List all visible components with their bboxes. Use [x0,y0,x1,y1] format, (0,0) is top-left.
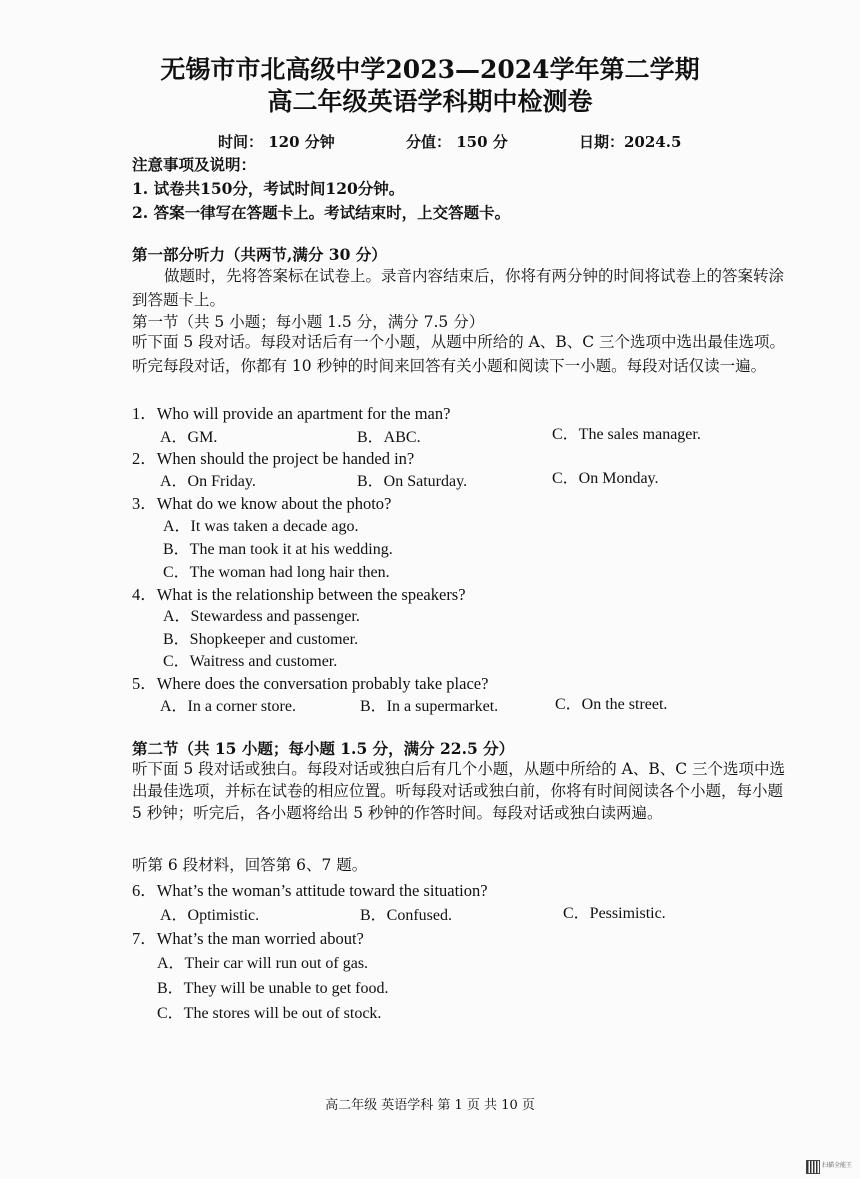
q7-option-a: A．Their car will run out of gas. [157,955,369,972]
q2-option-c: C．On Monday. [552,470,659,487]
q7-option-b: B．They will be unable to get food. [157,980,389,997]
section2-instruction: 听下面 5 段对话或独白。每段对话或独白后有几个小题，从题中所给的 A、B、C 三个选项中选出最佳选项，并标在试卷的相应位置。听每段对话或独白前，你将有时间阅读各个小题，每小题 5 秒钟；听完后，各小题将给出 5 秒钟的作答时间。每段对话或独白读两遍。 [132,760,786,822]
question-6: 6．What’s the woman’s attitude toward the situation? [132,881,488,900]
q6-option-a: A．Optimistic. [160,907,260,924]
exam-score: 分值： 150 分 [406,133,508,151]
exam-title-line1: 无锡市市北高级中学2023—2024学年第二学期 [160,55,700,84]
section1-heading: 第一节（共 5 小题；每小题 1.5 分，满分 7.5 分） [132,313,485,331]
q5-option-a: A．In a corner store. [160,698,296,715]
q4-option-a: A．Stewardess and passenger. [163,608,360,625]
q3-option-c: C．The woman had long hair then. [163,564,390,581]
page-footer: 高二年级 英语学科 第 1 页 共 10 页 [325,1098,535,1113]
q7-option-c: C．The stores will be out of stock. [157,1005,382,1022]
q3-option-a: A．It was taken a decade ago. [163,518,359,535]
notice [132,153,792,225]
section1-instruction: 听下面 5 段对话。每段对话后有一个小题，从题中所给的 A、B、C 三个选项中选出最佳选项。听完每段对话，你都有 10 秒钟的时间来回答有关小题和阅读下一小题。每段对话仅读一遍。 [132,333,786,375]
question-7: 7．What’s the man worried about? [132,929,364,948]
question-3: 3．What do we know about the photo? [132,494,392,513]
question-5: 5．Where does the conversation probably take place? [132,674,489,693]
qr-code-icon [806,1160,820,1174]
material-intro: 听第 6 段材料，回答第 6、7 题。 [132,856,368,874]
q1-option-b: B．ABC. [357,429,421,446]
q5-option-b: B．In a supermarket. [360,698,499,715]
part1-heading: 第一部分听力（共两节,满分 30 分） [132,245,387,264]
question-2: 2．When should the project be handed in? [132,449,415,468]
q1-option-a: A．GM. [160,429,218,446]
part1-instruction: 做题时，先将答案标在试卷上。录音内容结束后，你将有两分钟的时间将试卷上的答案转涂到答题卡上。 [132,267,785,309]
exam-meta [218,131,681,152]
question-4: 4．What is the relationship between the speakers? [132,585,466,604]
scanner-watermark: 扫描全能王 [822,1162,853,1169]
q4-option-c: C．Waitress and customer. [163,653,338,670]
notice-item-1: 1. 试卷共150分，考试时间120分钟。 [132,179,405,198]
q6-option-c: C．Pessimistic. [563,905,666,922]
exam-title-line2: 高二年级英语学科期中检测卷 [267,87,593,116]
notice-item-2: 2. 答案一律写在答题卡上。考试结束时，上交答题卡。 [132,203,511,222]
section2-heading: 第二节（共 15 小题；每小题 1.5 分，满分 22.5 分） [132,739,515,758]
exam-date: 日期：2024.5 [579,133,682,151]
q5-option-c: C．On the street. [555,696,668,713]
q4-option-b: B．Shopkeeper and customer. [163,631,359,648]
q3-option-b: B．The man took it at his wedding. [163,541,393,558]
question-1: 1．Who will provide an apartment for the man? [132,404,451,423]
notice-heading: 注意事项及说明： [132,155,257,174]
q1-option-c: C．The sales manager. [552,426,701,443]
q2-option-a: A．On Friday. [160,473,256,490]
exam-time: 时间： 120 分钟 [218,133,335,151]
q6-option-b: B．Confused. [360,907,453,924]
q2-option-b: B．On Saturday. [357,473,468,490]
